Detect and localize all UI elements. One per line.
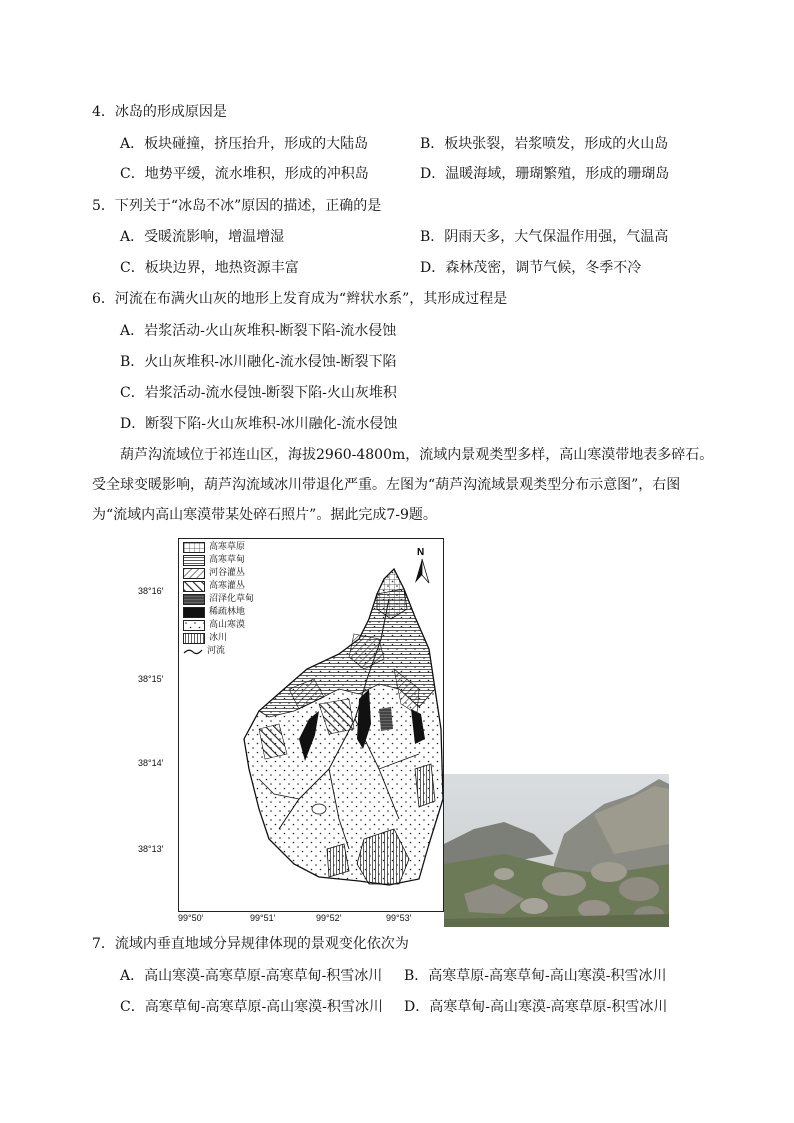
legend-item <box>183 567 254 580</box>
north-arrow-icon <box>409 545 435 585</box>
q7-option-a: A．高山寒漠-高寒草原-高寒草甸-积雪冰川 <box>120 968 383 984</box>
legend-item <box>183 606 254 619</box>
q7-stem: 7．流域内垂直地域分异规律体现的景观变化依次为 <box>92 936 409 952</box>
legend-label: 冰川 <box>209 633 228 643</box>
q5-stem: 5．下列关于“冰岛不冰”原因的描述，正确的是 <box>92 198 382 214</box>
q4-option-c: C．地势平缓，流水堆积，形成的冲积岛 <box>120 166 369 182</box>
legend-label: 稀疏林地 <box>209 607 246 617</box>
lon-label: 99°50′ <box>178 913 204 923</box>
passage-text: 葫芦沟流域位于祁连山区，海拔2960-4800m，流域内景观类型多样，高山寒漠带地表多碎石。受全球变暖影响，葫芦沟流域冰川带退化严重。左图为“葫芦沟流域景观类型分布示意图”，右图为“流域内高山寒漠带某处碎石照片”。据此完成7-9题。 <box>92 447 714 523</box>
q7-option-c: C．高寒草甸-高寒草原-高山寒漠-积雪冰川 <box>120 999 383 1015</box>
q7-option-d: D．高寒草甸-高山寒漠-高寒草原-积雪冰川 <box>404 999 668 1015</box>
q4-stem: 4．冰岛的形成原因是 <box>92 104 227 120</box>
q4-option-b: B．板块张裂，岩浆喷发，形成的火山岛 <box>420 136 669 152</box>
q6-option-b: B．火山灰堆积-冰川融化-流水侵蚀-断裂下陷 <box>120 354 397 370</box>
lon-label: 99°52′ <box>316 913 342 923</box>
map-legend <box>183 541 254 658</box>
q6-stem: 6．河流在布满火山灰的地形上发育成为“辫状水系”，其形成过程是 <box>92 291 508 307</box>
lon-label: 99°53′ <box>386 913 412 923</box>
glacier-swatch <box>183 633 205 644</box>
legend-label: 沼泽化草甸 <box>209 594 255 604</box>
q6-option-a: A．岩浆活动-火山灰堆积-断裂下陷-流水侵蚀 <box>120 323 397 339</box>
legend-item <box>183 619 254 632</box>
lat-label: 38°15′ <box>138 674 164 684</box>
legend-label: 高山寒漠 <box>209 620 246 630</box>
q5-option-c: C．板块边界，地热资源丰富 <box>120 260 299 276</box>
q6-option-d: D．断裂下陷-火山灰堆积-冰川融化-流水侵蚀 <box>120 416 398 432</box>
alpine-desert-swatch <box>183 620 205 631</box>
q7-option-b: B．高寒草原-高寒草甸-高山寒漠-积雪冰川 <box>404 968 667 984</box>
alpine-meadow-swatch <box>183 555 205 566</box>
lat-label: 38°13′ <box>138 844 164 854</box>
q5-option-b: B．阴雨天多，大气保温作用强，气温高 <box>420 229 669 245</box>
alpine-steppe-swatch <box>183 542 205 553</box>
legend-label: 高寒灌丛 <box>209 581 246 591</box>
q5-option-a: A．受暖流影响，增温增湿 <box>120 229 285 245</box>
alpine-shrub-swatch <box>183 581 205 592</box>
map-frame <box>178 538 444 912</box>
legend-label: 高寒草甸 <box>209 555 246 565</box>
legend-item <box>183 645 254 658</box>
legend-label: 河流 <box>207 646 226 656</box>
q6-option-c: C．岩浆活动-流水侵蚀-断裂下陷-火山灰堆积 <box>120 385 397 401</box>
lat-label: 38°16′ <box>138 586 164 596</box>
lat-label: 38°14′ <box>138 758 164 768</box>
legend-item <box>183 632 254 645</box>
legend-item <box>183 580 254 593</box>
river-swatch <box>183 647 203 656</box>
legend-item <box>183 554 254 567</box>
lon-label: 99°51′ <box>250 913 276 923</box>
legend-label: 河谷灌丛 <box>209 568 246 578</box>
q4-option-a: A．板块碰撞，挤压抬升，形成的大陆岛 <box>120 136 369 152</box>
legend-item <box>183 593 254 606</box>
legend-item <box>183 541 254 554</box>
north-label: N <box>417 547 425 558</box>
q4-option-d: D．温暖海域，珊瑚繁殖，形成的珊瑚岛 <box>420 166 670 182</box>
sparse-forest-swatch <box>183 607 205 618</box>
passage <box>92 440 714 530</box>
rock-field-photo <box>444 774 669 927</box>
marsh-meadow-swatch <box>183 594 205 605</box>
legend-label: 高寒草原 <box>209 542 246 552</box>
q5-option-d: D．森林茂密，调节气候，冬季不冷 <box>420 260 642 276</box>
valley-shrub-swatch <box>183 568 205 579</box>
landscape-map-figure <box>138 538 444 928</box>
